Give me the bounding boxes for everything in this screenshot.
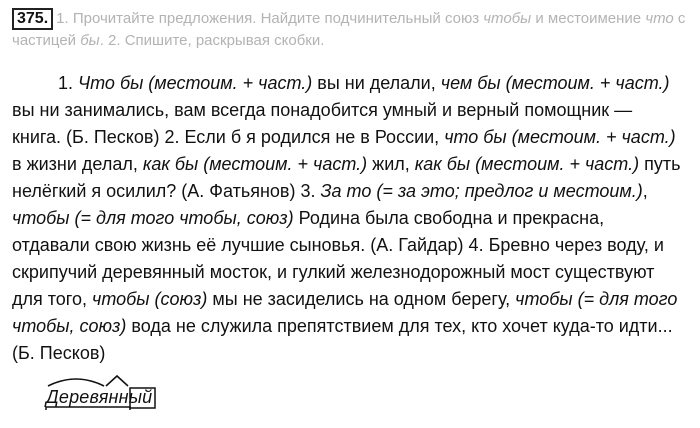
exercise-number: 375. <box>12 8 53 30</box>
sentence-text: , <box>642 181 648 201</box>
sentence-text: мы не засиделись на одном берегу, <box>207 289 516 309</box>
grammar-note-italic: чтобы (= для того чтобы, союз) <box>12 208 294 228</box>
sentence-text: Родина была свободна и прекрасна, отдавали свою жизнь её лучшие сыновья. (А. Гайдар) 4. Бревно через воду, и скрипучий деревянный мосток, и гулкий железнодорожный мост существуют для того, <box>12 208 664 309</box>
exercise-text <box>12 70 682 367</box>
grammar-note-italic: как бы (местоим. + част.) <box>414 154 640 174</box>
exercise-header <box>12 8 688 52</box>
word-analysis <box>46 372 186 412</box>
instruction-part: 1. Прочитайте предложения. Найдите подчинительный союз <box>56 10 484 27</box>
sentence-text: вы ни занимались, вам всегда понадобится умный и верный помощник — книга. (Б. Песков) 2. Если б я родился не в России, <box>12 100 633 147</box>
grammar-note-italic: что бы (местоим. + част.) <box>444 127 676 147</box>
instruction-italic-chtoby: чтобы <box>483 10 532 27</box>
grammar-note-italic: чтобы (союз) <box>92 289 208 309</box>
instruction-italic-chto: что <box>645 10 674 27</box>
sentence-text: вы ни делали, <box>312 73 441 93</box>
suffix-mark <box>106 376 128 386</box>
root-arc-mark <box>48 379 104 386</box>
sentence-text: путь нелёгкий я осилил? (А. Фатьянов) 3. <box>12 154 681 201</box>
sentence-text: вода не служила препятствием для тех, кто хочет куда-то идти... (Б. Песков) <box>12 316 673 363</box>
exercise-paragraph <box>12 70 682 367</box>
base-mark <box>46 407 130 410</box>
grammar-note-italic: чем бы (местоим. + част.) <box>440 73 670 93</box>
instruction-part: с частицей <box>12 10 686 49</box>
instruction-part: . 2. Спишите, раскрывая скобки. <box>99 32 325 49</box>
analyzed-word: Деревянный <box>46 387 153 407</box>
grammar-note-italic: чтобы (= для того чтобы, союз) <box>12 289 678 336</box>
grammar-note-italic: Что бы (местоим. + част.) <box>78 73 313 93</box>
sentence-text: 1. <box>58 73 79 93</box>
instruction-italic-by: бы <box>80 32 100 49</box>
sentence-text: жил, <box>367 154 415 174</box>
grammar-note-italic: За то (= за это; предлог и местоим.) <box>320 181 643 201</box>
instruction-part: и местоимение <box>531 10 646 27</box>
sentence-text: в жизни делал, <box>12 154 143 174</box>
grammar-note-italic: как бы (местоим. + част.) <box>142 154 368 174</box>
